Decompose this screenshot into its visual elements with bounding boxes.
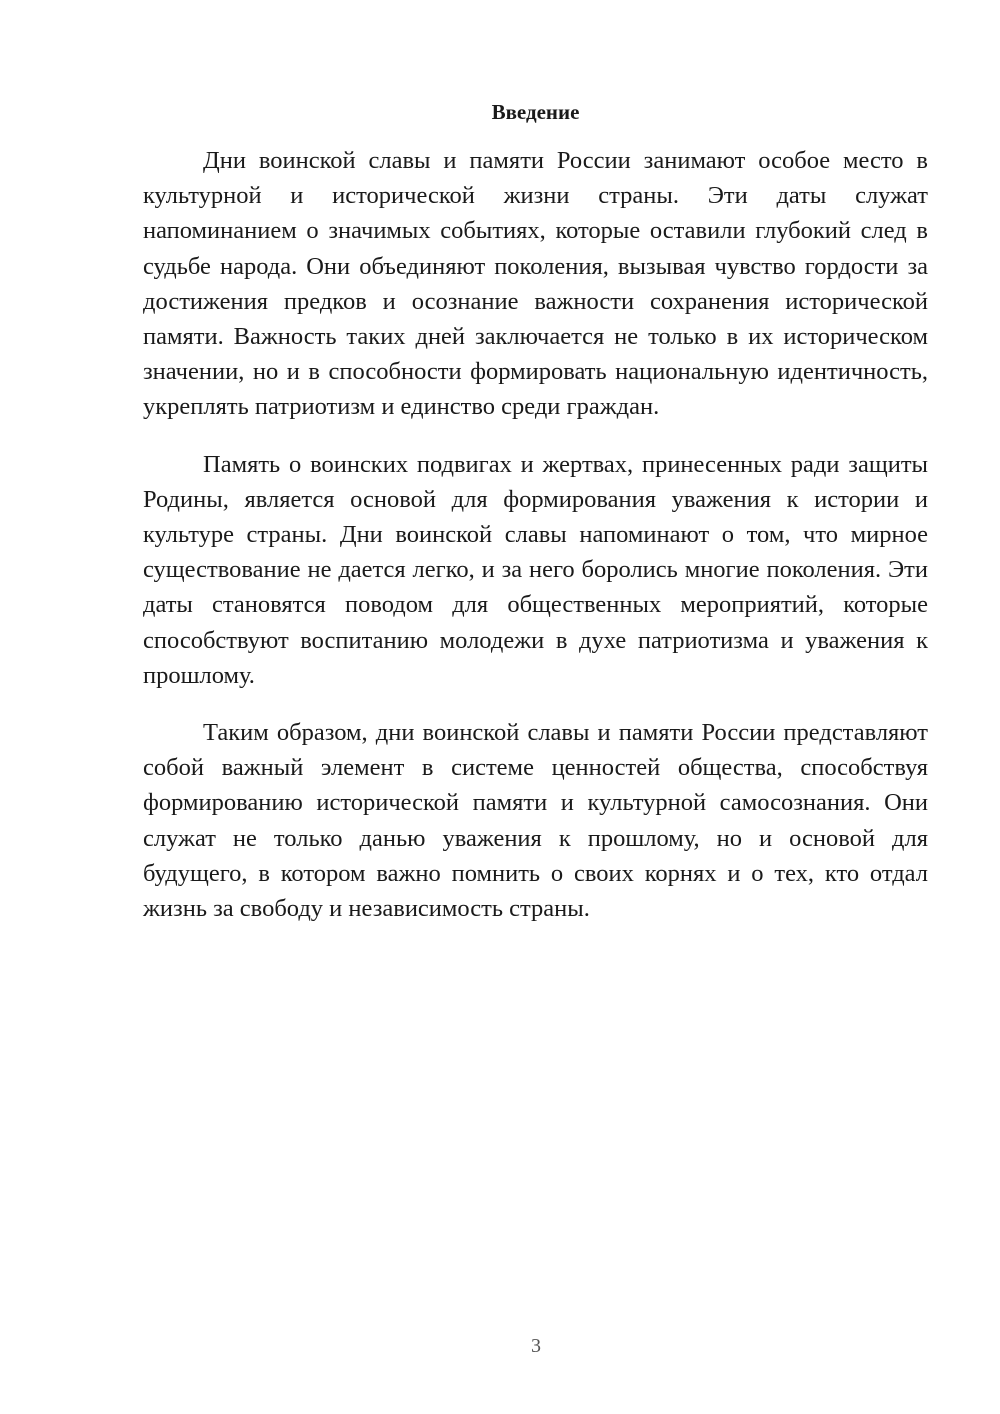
body-text <box>143 143 928 948</box>
paragraph-3: Таким образом, дни воинской славы и памяти России представляют собой важный элемент в системе ценностей общества, способствуя формированию исторической памяти и культурной самосознания. Они служат не только данью уважения к прошлому, но и основой для будущего, в котором важно помнить о своих корнях и о тех, кто отдал жизнь за свободу и независимость страны. <box>143 719 928 923</box>
page-number: 3 <box>531 1335 541 1357</box>
section-heading: Введение <box>491 100 580 124</box>
paragraph-1: Дни воинской славы и памяти России занимают особое место в культурной и исторической жизни страны. Эти даты служат напоминанием о значимых событиях, которые оставили глубокий след в судьбе народа. Они объединяют поколения, вызывая чувство гордости за достижения предков и осознание важности сохранения исторической памяти. Важность таких дней заключается не только в их историческом значении, но и в способности формировать национальную идентичность, укреплять патриотизм и единство среди граждан. <box>143 147 928 421</box>
paragraph-2: Память о воинских подвигах и жертвах, принесенных ради защиты Родины, является основой для формирования уважения к истории и культуре страны. Дни воинской славы напоминают о том, что мирное существование не дается легко, и за него боролись многие поколения. Эти даты становятся поводом для общественных мероприятий, которые способствуют воспитанию молодежи в духе патриотизма и уважения к прошлому. <box>143 450 928 689</box>
